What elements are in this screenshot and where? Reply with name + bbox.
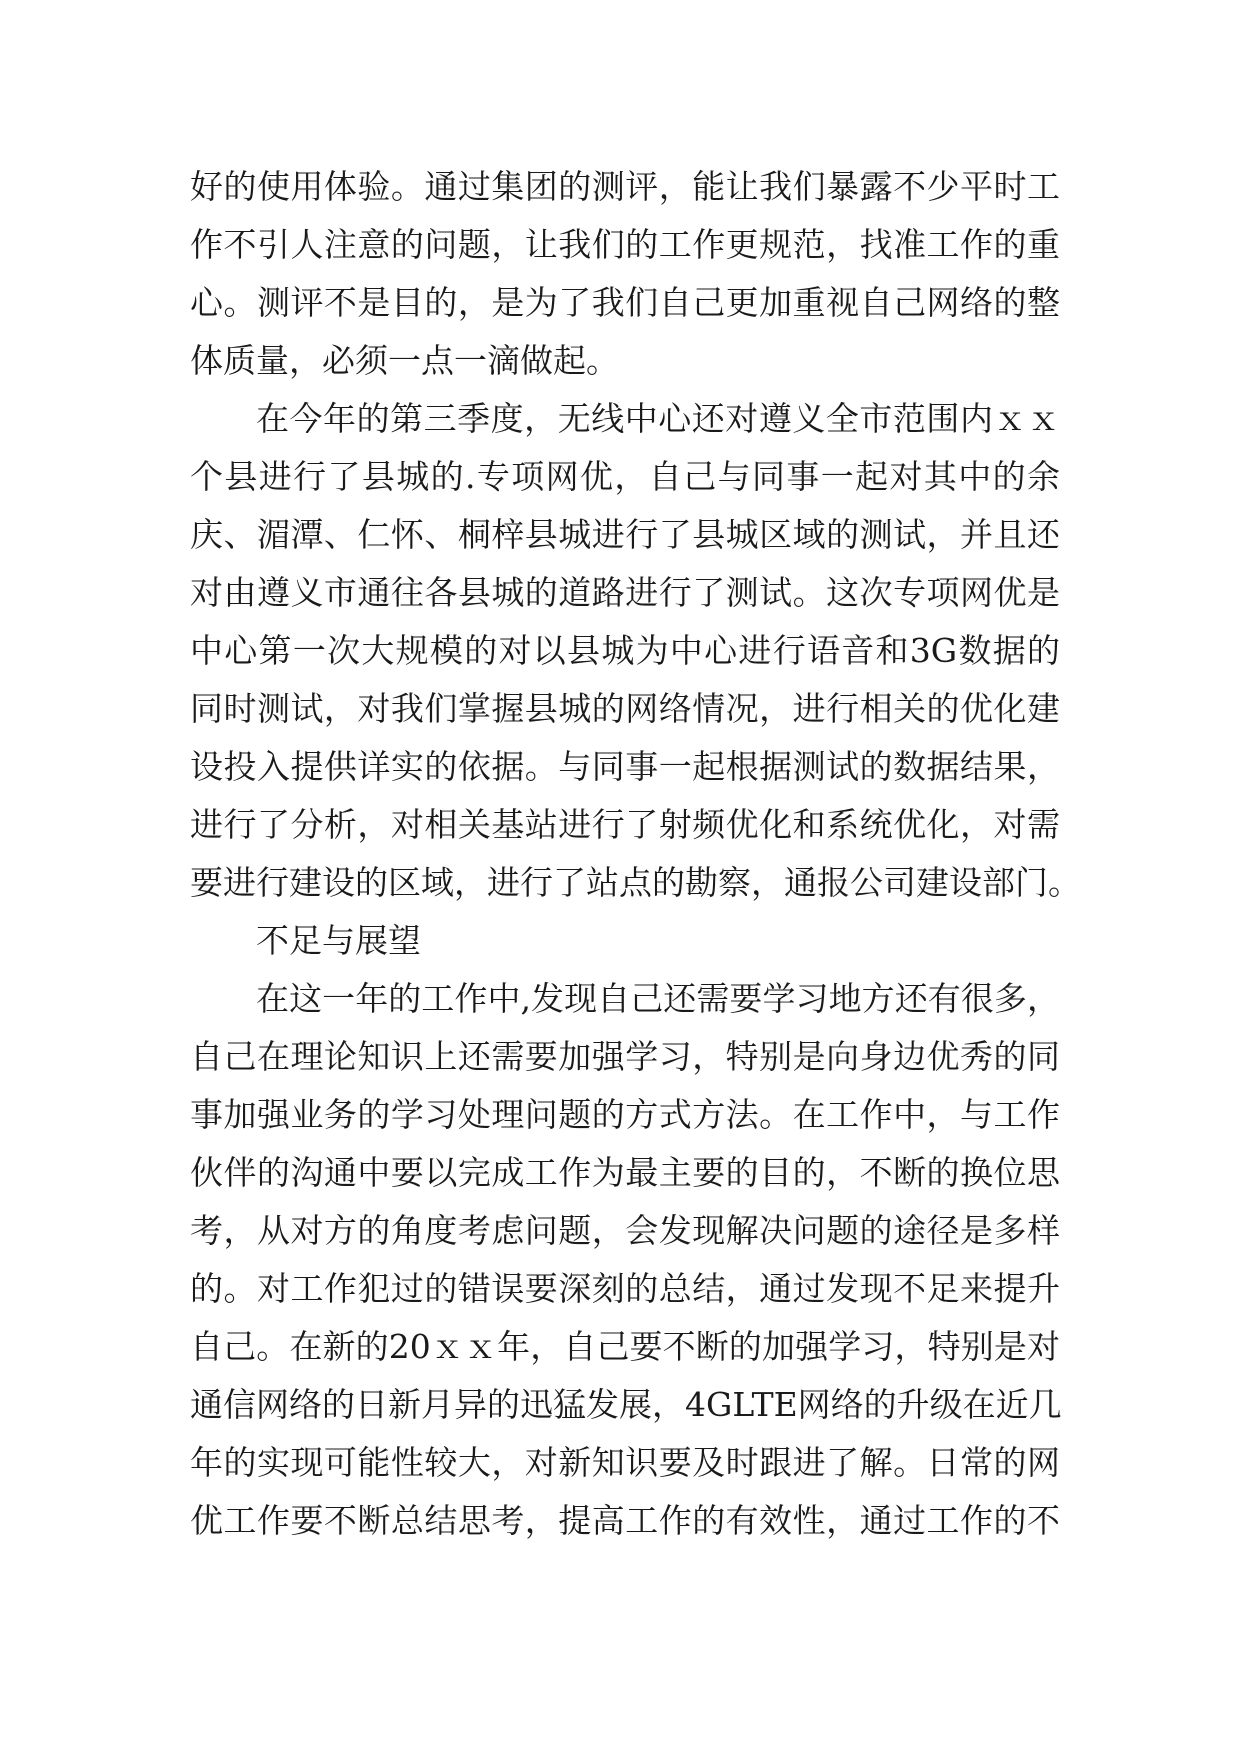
paragraph-2 <box>190 390 1081 912</box>
text-line: 优工作要不断总结思考，提高工作的有效性，通过工作的不 <box>190 1501 1060 1540</box>
text-line: 自己。在新的20ｘｘ年，自己要不断的加强学习，特别是对 <box>190 1327 1060 1366</box>
text-line: 好的使用体验。通过集团的测评，能让我们暴露不少平时工 <box>190 167 1060 206</box>
text-line: 庆、湄潭、仁怀、桐梓县城进行了县城区域的测试，并且还 <box>190 515 1060 554</box>
body-text <box>190 158 1081 1550</box>
text-line: 中心第一次大规模的对以县城为中心进行语音和3G数据的 <box>190 631 1060 670</box>
text-line: 心。测评不是目的，是为了我们自己更加重视自己网络的整 <box>190 283 1060 322</box>
text-line: 对由遵义市通往各县城的道路进行了测试。这次专项网优是 <box>190 573 1060 612</box>
heading-text: 不足与展望 <box>256 921 421 960</box>
paragraph-3 <box>190 970 1060 1550</box>
text-line: 自己在理论知识上还需要加强学习，特别是向身边优秀的同 <box>190 1037 1060 1076</box>
text-line: 在今年的第三季度，无线中心还对遵义全市范围内ｘｘ <box>256 399 1060 438</box>
text-line: 进行了分析，对相关基站进行了射频优化和系统优化，对需 <box>190 805 1060 844</box>
text-line: 要进行建设的区域，进行了站点的勘察，通报公司建设部门。 <box>190 863 1081 902</box>
text-line: 个县进行了县城的.专项网优，自己与同事一起对其中的余 <box>190 457 1060 496</box>
text-line: 作不引人注意的问题，让我们的工作更规范，找准工作的重 <box>190 225 1060 264</box>
paragraph-1 <box>190 158 1060 390</box>
text-line: 考，从对方的角度考虑问题，会发现解决问题的途径是多样 <box>190 1211 1060 1250</box>
text-line: 事加强业务的学习处理问题的方式方法。在工作中，与工作 <box>190 1095 1060 1134</box>
text-line: 设投入提供详实的依据。与同事一起根据测试的数据结果， <box>190 747 1060 786</box>
text-line: 的。对工作犯过的错误要深刻的总结，通过发现不足来提升 <box>190 1269 1060 1308</box>
text-line: 年的实现可能性较大，对新知识要及时跟进了解。日常的网 <box>190 1443 1060 1482</box>
section-heading <box>190 912 1060 970</box>
text-line: 伙伴的沟通中要以完成工作为最主要的目的，不断的换位思 <box>190 1153 1060 1192</box>
text-line: 同时测试，对我们掌握县城的网络情况，进行相关的优化建 <box>190 689 1060 728</box>
text-line: 通信网络的日新月异的迅猛发展，4GLTE网络的升级在近几 <box>190 1385 1062 1424</box>
text-line: 在这一年的工作中,发现自己还需要学习地方还有很多， <box>256 979 1060 1018</box>
text-line: 体质量，必须一点一滴做起。 <box>190 341 619 380</box>
